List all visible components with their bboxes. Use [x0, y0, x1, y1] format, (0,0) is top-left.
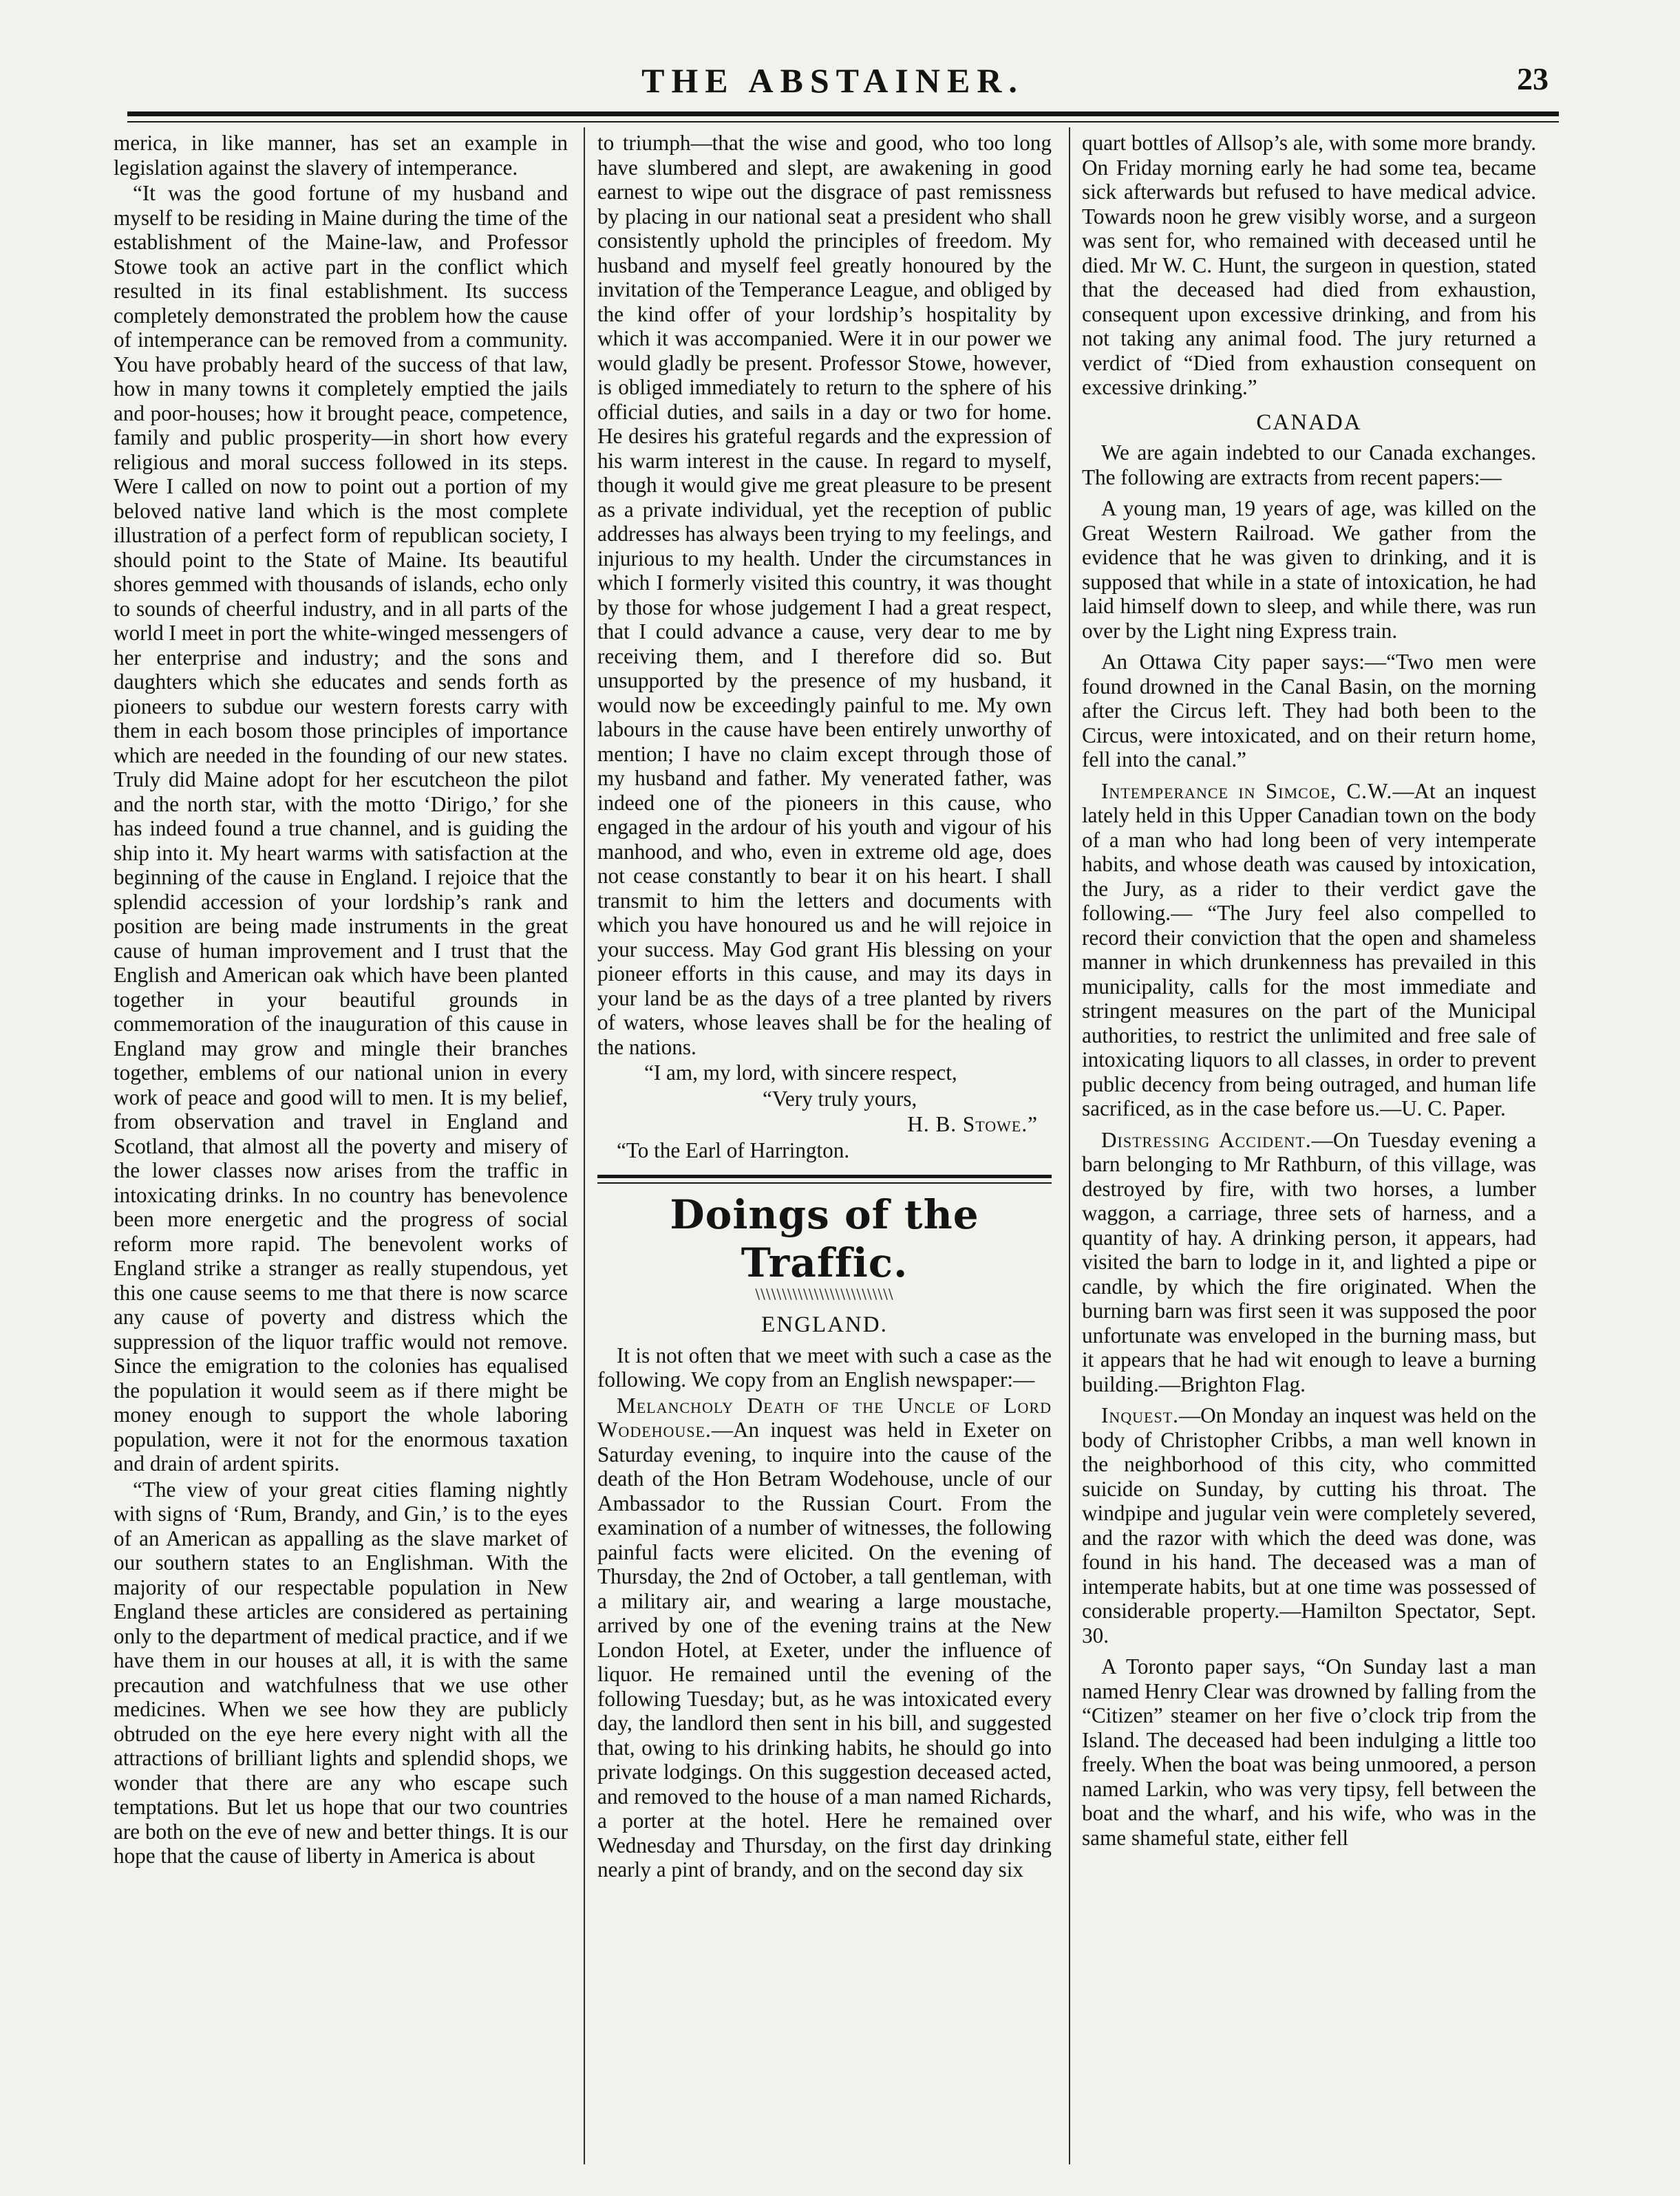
- masthead: [117, 61, 1549, 109]
- col1-paragraph-1: merica, in like manner, has set an example in legislation against the slavery of intemperance.: [114, 131, 568, 180]
- col3-paragraph-3: A young man, 19 years of age, was killed on the Great Western Railroad. We gather from the evidence that he was given to drinking, and it is supposed that while in a state of intoxication, he had laid himself down to sleep, and while there, was run over by the Light ning Express train.: [1082, 496, 1536, 643]
- col3-paragraph-4: An Ottawa City paper says:—“Two men were found drowned in the Canal Basin, on the morning after the Circus left. They had both been to the Circus, were intoxicated, and on their return home, fell into the canal.”: [1082, 650, 1536, 771]
- section-rule-thin: [597, 1182, 1052, 1184]
- letter-signature: H. B. Stowe.”: [907, 1112, 1038, 1136]
- col1-paragraph-2: “It was the good fortune of my husband and myself to be residing in Maine during the time of the establishment of the Maine-law, and Professor Stowe took an active part in the conflict which resulted in its final establishment. Its success completely demonstrated the problem how the cause of intemperance can be removed from a community. You have probably heard of the success of that law, how in many towns it completely emptied the jails and poor-houses; how it brought peace, competence, family and public prosperity—in short how every religious and moral success followed in its steps. Were I called on now to point out a portion of my beloved native land which is the most complete illustration of a perfect form of republican society, I should point to the State of Maine. Its beautiful shores gemmed with thousands of islands, echo only to sounds of cheerful industry, and in all parts of the world I meet in port the white-winged messengers of her enterprise and industry; and the sons and daughters which she educates and sends forth as pioneers to subdue our western forests carry with them in each bosom those principles of importance which are needed in the founding of our new states. Truly did Maine adopt for her escutcheon the pilot and the north star, with the motto ‘Dirigo,’ for she has indeed found a true channel, and is guiding the ship into it. My heart warms with satisfaction at the beginning of the cause in England. I rejoice that the splendid accession of your lordship’s rank and position are being made instruments in the great cause of human improvement and I trust that the English and American oak which have been planted together in your beautiful grounds in commemoration of the inauguration of this cause in England may grow and mingle their branches together, emblems of our national union in every work of peace and good will to men. It is my belief, from observation and travel in England and Scotland, that almost all the poverty and misery of the lower classes now arises from the traffic in intoxicating drinks. In no country has benevolence been more energetic and the progress of social reform more rapid. The benevolent works of England strike a stranger as really stupendous, yet this one cause seems to me that there is now scarce any cause of poverty and distress which the suppression of the liquor traffic would not remove. Since the emigration to the colonies has equalised the population it would seem as if there might be money enough to support the whole laboring population, were it not for the enormous taxation and drain of ardent spirits.: [114, 181, 568, 1475]
- column-3: [1082, 131, 1536, 2168]
- column-divider-1: [584, 127, 585, 2164]
- section-header: [597, 1175, 1052, 1302]
- col2-paragraph-2: It is not often that we meet with such a case as the following. We copy from an English newspaper:—: [597, 1343, 1052, 1392]
- article-body-inquest: —On Monday an inquest was held on the body of Christopher Cribbs, a man well known in the neighborhood of this city, who committed suicide on Sunday, by cutting his throat. The windpipe and jugular vein were completely severed, and the razor with which the deed was done, was found in his hand. The deceased was a man of intemperate habits, but at one time was possessed of considerable property.—Hamilton Spectator, Sept. 30.: [1082, 1403, 1536, 1648]
- col3-paragraph-5: [1082, 779, 1536, 1121]
- article-lead-wodehouse: Melancholy Death of the Uncle of Lord Wodehouse.: [597, 1393, 1052, 1442]
- col3-paragraph-2: We are again indebted to our Canada exchanges. The following are extracts from recent papers:—: [1082, 440, 1536, 489]
- letter-addressee: “To the Earl of Harrington.: [617, 1138, 850, 1162]
- section-ornament: \\\\\\\\\\\\\\\\\\\\\\\\\\: [755, 1286, 894, 1302]
- article-body-wodehouse: —An inquest was held in Exeter on Saturday evening, to inquire into the cause of the death of the Hon Betram Wodehouse, uncle of our Ambassador to the Russian Court. From the examination of a number of witnesses, the following painful facts were elicited. On the evening of Thursday, the 2nd of October, a tall gentleman, with a military air, and wearing a large moustache, arrived by one of the evening trains at the New London Hotel, at Exeter, under the influence of liquor. He remained until the evening of the following Tuesday; but, as he was intoxicated every day, the landlord then sent in his bill, and suggested that, owing to his drinking habits, he should go into private lodgings. On this suggestion deceased acted, and removed to the house of a man named Richards, a porter at the hotel. Here he remained over Wednesday and Thursday, on the first day drinking nearly a pint of brandy, and on the second day six: [597, 1418, 1052, 1881]
- letter-closing-2: “Very truly yours,: [763, 1086, 917, 1111]
- section-rule-thick: [597, 1175, 1052, 1178]
- col3-paragraph-7: [1082, 1403, 1536, 1648]
- col2-paragraph-3: [597, 1394, 1052, 1882]
- running-title: THE ABSTAINER.: [641, 61, 1024, 100]
- heading-england: ENGLAND.: [761, 1312, 888, 1337]
- header-rule-thin: [127, 121, 1559, 122]
- column-1: [114, 131, 568, 2168]
- col3-paragraph-6: [1082, 1128, 1536, 1397]
- article-body-accident: —On Tuesday evening a barn belonging to Mr Rathburn, of this village, was destroyed by fire, with two horses, a lumber waggon, a carriage, three sets of harness, and a quantity of hay. A drinking person, it appears, had visited the barn to lodge in it, and lighted a pipe or candle, by which the fire originated. When the burning barn was first seen it was supposed the poor unfortunate was enveloped in the burning mass, but it appears that he had wit enough to leave a burning building.—Brighton Flag.: [1082, 1127, 1536, 1396]
- article-body-simcoe: —At an inquest lately held in this Upper Canadian town on the body of a man who had long been of very intemperate habits, and whose death was caused by intoxication, the Jury, as a rider to their verdict gave the following.— “The Jury feel also compelled to record their conviction that the open and shameless manner in which drunkenness has prevailed in this municipality, calls for the most immediate and stringent measures on the part of the Municipal authorities, to restrict the unlimited and free sale of intoxicating liquors to all classes, in order to prevent public decency from being outraged, and human life sacrificed, as in the case before us.—U. C. Paper.: [1082, 778, 1536, 1120]
- article-lead-accident: Distressing Accident.: [1101, 1127, 1312, 1152]
- page-number: 23: [1517, 61, 1549, 96]
- letter-closing: “I am, my lord, with sincere respect,: [644, 1060, 957, 1085]
- header-rule-thick: [127, 111, 1559, 116]
- heading-canada: CANADA: [1256, 409, 1362, 435]
- column-divider-2: [1069, 127, 1070, 2164]
- col3-paragraph-8: A Toronto paper says, “On Sunday last a man named Henry Clear was drowned by falling from the “Citizen” steamer on her five o’clock trip from the Island. The deceased had been indulging a little too freely. When the boat was being unmoored, a person named Larkin, who was very tipsy, fell between the boat and the wharf, and his wife, who was in the same shameful state, either fell: [1082, 1654, 1536, 1850]
- column-2: [597, 131, 1052, 2168]
- col2-paragraph-1: to triumph—that the wise and good, who too long have slumbered and slept, are awakening in good earnest to wipe out the disgrace of past remissness by placing in our national seat a president who shall consistently uphold the principles of freedom. My husband and myself feel greatly honoured by the invitation of the Temperance League, and obliged by the kind offer of your lordship’s hospitality by which it was accompanied. Were it in our power we would gladly be present. Professor Stowe, however, is obliged immediately to return to the sphere of his official duties, and sails in a day or two for home. He desires his grateful regards and the expression of his warm interest in the cause. In regard to myself, though it would give me great pleasure to be present as a private individual, yet the reception of public addresses has always been trying to my feelings, and injurious to my health. Under the circumstances in which I formerly visited this country, it was thought by those for whose judgement I had a great respect, that I could advance a cause, very dear to me by receiving them, and I therefore did so. But unsupported by the presence of my husband, it would now be exceedingly painful to me. My own labours in the cause have been entirely unworthy of mention; I have no claim except through those of my husband and father. My venerated father, was indeed one of the pioneers in this cause, who engaged in the ardour of his youth and vigour of his manhood, and who, even in extreme old age, does not cease constantly to bear it on his heart. I shall transmit to him the letters and documents with which you have honoured us and he will rejoice in your success. May God grant His blessing on your pioneer efforts in this cause, and may its days in your land be as the days of a tree planted by rivers of waters, whose leaves shall be for the healing of the nations.: [597, 131, 1052, 1059]
- article-lead-simcoe: Intemperance in Simcoe, C.W.: [1101, 778, 1393, 803]
- col3-paragraph-1: quart bottles of Allsop’s ale, with some more brandy. On Friday morning early he had some tea, became sick afterwards but refused to have medical advice. Towards noon he grew visibly worse, and a surgeon was sent for, who remained with deceased until he died. Mr W. C. Hunt, the surgeon in question, stated that the deceased had died from exhaustion, consequent upon excessive drinking, and from his not taking any animal food. The jury returned a verdict of “Died from exhaustion consequent on excessive drinking.”: [1082, 131, 1536, 399]
- col1-paragraph-3: “The view of your great cities flaming nightly with signs of ‘Rum, Brandy, and Gin,’ is to the eyes of an American as appalling as the slave market of our southern states to an Englishman. With the majority of our respectable population in New England these articles are considered as pertaining only to the department of medical practice, and if we have them in our houses at all, it is with the same precaution and watchfulness that we use other medicines. When we see how they are publicly obtruded on the eye here every night with all the attractions of brilliant lights and splendid shops, we wonder that there are any who escape such temptations. But let us hope that our two countries are both on the eve of new and better things. It is our hope that the cause of liberty in America is about: [114, 1477, 568, 1868]
- section-title: Doings of the Traffic.: [670, 1191, 979, 1286]
- article-lead-inquest: Inquest.: [1101, 1403, 1179, 1427]
